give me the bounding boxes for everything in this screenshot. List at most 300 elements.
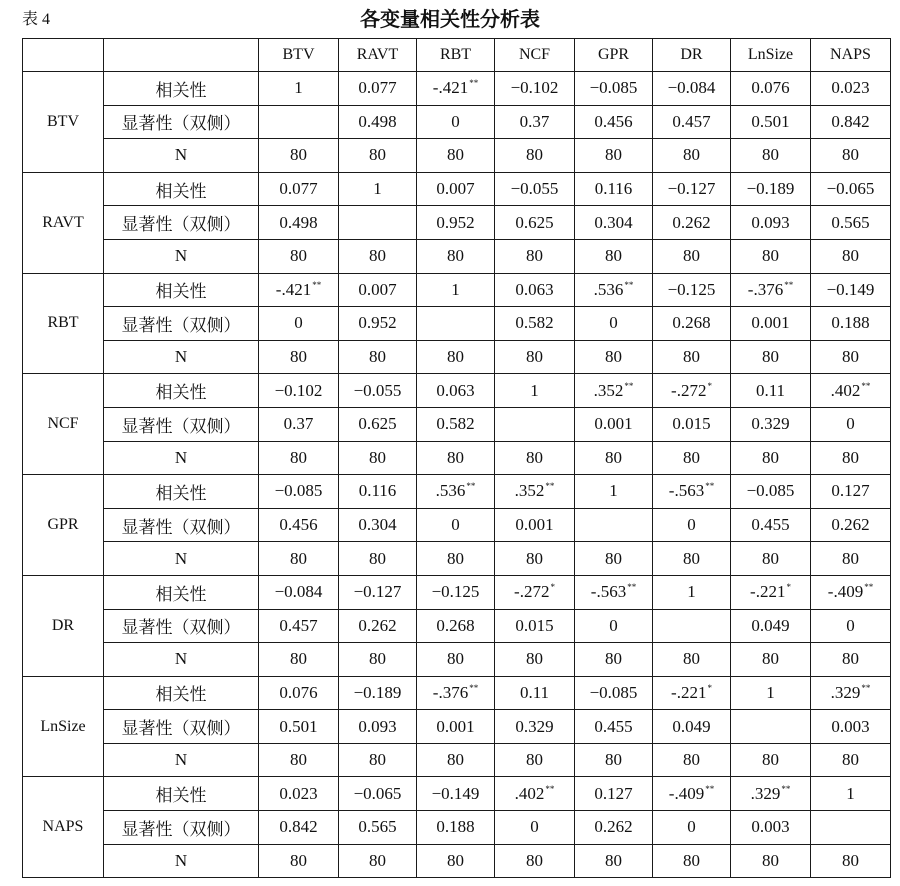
table-cell (259, 575, 339, 609)
cell-value: 0.049 (751, 615, 790, 635)
stat-label-n: N (104, 844, 259, 878)
cell-value: 0.565 (831, 212, 870, 232)
table-cell (811, 139, 891, 173)
table-cell (259, 475, 339, 509)
cell-value: 0.093 (358, 716, 397, 736)
table-cell (731, 239, 811, 273)
cell-value: 0 (687, 817, 696, 837)
stat-label-correlation: 相关性 (104, 172, 259, 206)
table-cell (811, 307, 891, 341)
cell-value: 1 (294, 78, 303, 98)
cell-value: −0.065 (826, 179, 875, 199)
table-cell (417, 710, 495, 744)
cell-value: 0.457 (672, 111, 711, 131)
stat-label-significance: 显著性（双侧） (104, 811, 259, 845)
table-cell (731, 777, 811, 811)
table-cell (575, 575, 653, 609)
table-cell (811, 777, 891, 811)
significance-marker: * (550, 582, 555, 593)
cell-value: 0.188 (436, 817, 475, 837)
table-cell (259, 139, 339, 173)
cell-value: 0 (451, 515, 460, 535)
table-cell (417, 441, 495, 475)
table-cell (653, 475, 731, 509)
table-cell (259, 407, 339, 441)
table-cell (339, 407, 417, 441)
cell-value: 80 (842, 649, 859, 669)
table-cell (731, 844, 811, 878)
stat-label-n: N (104, 743, 259, 777)
cell-value: 80 (369, 145, 386, 165)
cell-value: 0.023 (831, 78, 870, 98)
significance-marker: ** (705, 481, 715, 492)
row-variable-dr: DR (23, 575, 104, 676)
cell-value: 0.455 (751, 515, 790, 535)
cell-value: 0.501 (751, 111, 790, 131)
table-cell (653, 508, 731, 542)
cell-value: 0.001 (436, 716, 475, 736)
cell-value: 80 (369, 649, 386, 669)
table-cell (811, 475, 891, 509)
cell-value: 0.268 (672, 313, 711, 333)
cell-value: 80 (290, 246, 307, 266)
significance-marker: ** (861, 682, 871, 693)
cell-value: 0.37 (283, 414, 314, 434)
table-cell (653, 273, 731, 307)
table-row (23, 475, 891, 509)
table-cell (339, 676, 417, 710)
table-cell (339, 374, 417, 408)
table-cell (339, 508, 417, 542)
stat-label-n: N (104, 239, 259, 273)
significance-marker: * (707, 682, 712, 693)
cell-value: 80 (526, 347, 543, 367)
table-cell (495, 777, 575, 811)
stat-label-n: N (104, 441, 259, 475)
cell-value: −0.084 (274, 582, 323, 602)
table-cell (575, 710, 653, 744)
cell-value: 80 (290, 145, 307, 165)
table-cell (653, 777, 731, 811)
cell-value: −0.189 (746, 179, 795, 199)
table-cell (811, 542, 891, 576)
table-cell (575, 172, 653, 206)
column-header-btv: BTV (259, 39, 339, 72)
cell-value: 1 (846, 783, 855, 803)
table-cell (731, 139, 811, 173)
table-cell (575, 475, 653, 509)
cell-value: 80 (290, 347, 307, 367)
table-cell (811, 273, 891, 307)
cell-value: .329 (750, 783, 781, 803)
table-cell (731, 441, 811, 475)
table-cell (417, 542, 495, 576)
table-cell (653, 307, 731, 341)
table-cell (811, 441, 891, 475)
cell-value: 80 (447, 649, 464, 669)
table-cell (731, 340, 811, 374)
column-header-gpr: GPR (575, 39, 653, 72)
table-cell (339, 273, 417, 307)
significance-marker: ** (784, 279, 794, 290)
cell-value: 80 (526, 447, 543, 467)
cell-value: 80 (683, 145, 700, 165)
table-cell (339, 542, 417, 576)
table-row (23, 307, 891, 341)
column-header-naps: NAPS (811, 39, 891, 72)
cell-value: 0.952 (358, 313, 397, 333)
table-cell (417, 72, 495, 106)
stat-label-significance: 显著性（双侧） (104, 710, 259, 744)
cell-value: 0.952 (436, 212, 475, 232)
cell-value: -.421 (432, 78, 469, 98)
table-cell (495, 743, 575, 777)
cell-value: 80 (762, 850, 779, 870)
cell-value: -.409 (827, 582, 864, 602)
table-cell (259, 542, 339, 576)
cell-value: 1 (609, 481, 618, 501)
cell-value: 80 (842, 246, 859, 266)
table-cell (339, 710, 417, 744)
cell-value: 0.37 (519, 111, 550, 131)
table-cell (339, 340, 417, 374)
cell-value: −0.102 (274, 380, 323, 400)
table-cell (653, 676, 731, 710)
cell-value: 80 (290, 750, 307, 770)
cell-value: 0.582 (515, 313, 554, 333)
cell-value: 0.842 (831, 111, 870, 131)
cell-value: −0.055 (353, 380, 402, 400)
table-cell (653, 105, 731, 139)
table-cell (731, 273, 811, 307)
cell-value: 80 (762, 447, 779, 467)
cell-value: -.221 (671, 682, 707, 702)
table-cell (575, 609, 653, 643)
table-cell (339, 441, 417, 475)
table-cell (575, 508, 653, 542)
cell-value: 80 (447, 447, 464, 467)
cell-value: 0.457 (279, 615, 318, 635)
table-cell (417, 206, 495, 240)
table-cell (575, 407, 653, 441)
cell-value: 80 (369, 347, 386, 367)
table-cell (259, 206, 339, 240)
table-row (23, 777, 891, 811)
significance-marker: ** (781, 783, 791, 794)
table-cell (575, 542, 653, 576)
table-number: 表 4 (22, 11, 51, 28)
significance-marker: ** (312, 279, 322, 290)
cell-value: 80 (683, 750, 700, 770)
cell-value: -.376 (747, 279, 784, 299)
table-cell (339, 475, 417, 509)
significance-marker: * (786, 582, 791, 593)
cell-value: 0.304 (594, 212, 633, 232)
significance-marker: ** (469, 78, 479, 89)
stat-label-n: N (104, 542, 259, 576)
table-cell (811, 643, 891, 677)
cell-value: 0.007 (436, 179, 475, 199)
cell-value: 80 (605, 347, 622, 367)
significance-marker: * (707, 380, 712, 391)
table-cell (259, 508, 339, 542)
table-cell (495, 710, 575, 744)
table-row (23, 374, 891, 408)
cell-value: 0.11 (519, 682, 550, 702)
table-cell (339, 239, 417, 273)
table-cell (259, 72, 339, 106)
table-cell (417, 575, 495, 609)
table-cell (653, 743, 731, 777)
cell-value: 80 (683, 447, 700, 467)
cell-value: 0 (609, 615, 618, 635)
table-cell (575, 811, 653, 845)
table-cell (575, 206, 653, 240)
table-cell (731, 811, 811, 845)
cell-value: −0.125 (667, 279, 716, 299)
significance-marker: ** (469, 682, 479, 693)
table-cell (731, 542, 811, 576)
table-cell (339, 575, 417, 609)
table-cell (811, 105, 891, 139)
table-cell (575, 139, 653, 173)
header-stat-cell (104, 39, 259, 72)
row-variable-ncf: NCF (23, 374, 104, 475)
table-cell (653, 575, 731, 609)
cell-value: −0.149 (826, 279, 875, 299)
cell-value: 0.498 (279, 212, 318, 232)
cell-value: 1 (451, 279, 460, 299)
cell-value: 0.456 (279, 515, 318, 535)
cell-value: −0.102 (510, 78, 559, 98)
cell-value: 80 (762, 548, 779, 568)
table-cell (495, 172, 575, 206)
table-cell (575, 844, 653, 878)
cell-value: 0 (687, 515, 696, 535)
table-cell (259, 441, 339, 475)
table-cell (811, 206, 891, 240)
cell-value: 0.456 (594, 111, 633, 131)
table-cell (653, 407, 731, 441)
cell-value: −0.149 (431, 783, 480, 803)
table-row (23, 273, 891, 307)
cell-value: 0.262 (594, 817, 633, 837)
cell-value: 80 (447, 145, 464, 165)
table-cell (811, 374, 891, 408)
table-cell (339, 643, 417, 677)
significance-marker: ** (466, 481, 476, 492)
table-cell (653, 239, 731, 273)
table-row (23, 239, 891, 273)
column-header-lnsize: LnSize (731, 39, 811, 72)
significance-marker: ** (545, 783, 555, 794)
table-cell (417, 643, 495, 677)
cell-value: 80 (290, 548, 307, 568)
stat-label-significance: 显著性（双侧） (104, 307, 259, 341)
stat-label-correlation: 相关性 (104, 777, 259, 811)
cell-value: 80 (605, 447, 622, 467)
table-cell (575, 105, 653, 139)
table-cell (417, 811, 495, 845)
cell-value: 80 (369, 246, 386, 266)
cell-value: 80 (526, 246, 543, 266)
row-variable-gpr: GPR (23, 475, 104, 576)
table-cell (731, 172, 811, 206)
cell-value: .536 (435, 481, 466, 501)
stat-label-significance: 显著性（双侧） (104, 206, 259, 240)
table-cell (731, 206, 811, 240)
table-cell (495, 811, 575, 845)
cell-value: 0.116 (358, 481, 397, 501)
cell-value: −0.127 (667, 179, 716, 199)
cell-value: 0.001 (594, 414, 633, 434)
cell-value: -.563 (590, 582, 627, 602)
table-row (23, 844, 891, 878)
stat-label-correlation: 相关性 (104, 72, 259, 106)
row-variable-lnsize: LnSize (23, 676, 104, 777)
table-cell (811, 239, 891, 273)
cell-value: .352 (514, 481, 545, 501)
table-cell (339, 307, 417, 341)
cell-value: −0.085 (746, 481, 795, 501)
table-cell (259, 710, 339, 744)
cell-value: 80 (605, 145, 622, 165)
cell-value: 0 (530, 817, 539, 837)
cell-value: 80 (842, 347, 859, 367)
cell-value: -.221 (750, 582, 786, 602)
cell-value: 0 (451, 111, 460, 131)
cell-value: 1 (373, 179, 382, 199)
cell-value: 0.262 (672, 212, 711, 232)
cell-value: 0 (294, 313, 303, 333)
table-cell (495, 374, 575, 408)
cell-value: 80 (683, 850, 700, 870)
table-cell (653, 844, 731, 878)
table-cell (417, 475, 495, 509)
cell-value: 0.116 (594, 179, 633, 199)
table-row (23, 105, 891, 139)
row-variable-ravt: RAVT (23, 172, 104, 273)
cell-value: 80 (526, 145, 543, 165)
table-cell (811, 340, 891, 374)
cell-value: 80 (605, 246, 622, 266)
row-variable-btv: BTV (23, 72, 104, 173)
table-cell (811, 609, 891, 643)
column-header-rbt: RBT (417, 39, 495, 72)
table-cell (417, 508, 495, 542)
table-cell (259, 676, 339, 710)
table-cell (575, 72, 653, 106)
table-cell (339, 105, 417, 139)
cell-value: 0.625 (515, 212, 554, 232)
table-cell (731, 475, 811, 509)
table-cell (653, 340, 731, 374)
cell-value: 0.268 (436, 615, 475, 635)
cell-value: 80 (842, 447, 859, 467)
table-cell (339, 777, 417, 811)
significance-marker: ** (861, 380, 871, 391)
cell-value: −0.085 (274, 481, 323, 501)
cell-value: 80 (369, 447, 386, 467)
row-variable-naps: NAPS (23, 777, 104, 878)
stat-label-n: N (104, 139, 259, 173)
cell-value: -.421 (275, 279, 312, 299)
significance-marker: ** (545, 481, 555, 492)
table-cell (653, 206, 731, 240)
table-cell (731, 105, 811, 139)
table-row (23, 340, 891, 374)
row-variable-rbt: RBT (23, 273, 104, 374)
table-cell (259, 172, 339, 206)
table-cell (653, 811, 731, 845)
table-cell (417, 273, 495, 307)
significance-marker: ** (624, 279, 634, 290)
cell-value: 80 (447, 548, 464, 568)
cell-value: 80 (842, 145, 859, 165)
cell-value: 80 (762, 347, 779, 367)
table-cell (259, 239, 339, 273)
cell-value: 0.188 (831, 313, 870, 333)
table-row (23, 743, 891, 777)
table-cell (575, 374, 653, 408)
stat-label-significance: 显著性（双侧） (104, 105, 259, 139)
table-row (23, 643, 891, 677)
cell-value: 80 (605, 548, 622, 568)
stat-label-correlation: 相关性 (104, 575, 259, 609)
cell-value: 0.625 (358, 414, 397, 434)
column-header-ncf: NCF (495, 39, 575, 72)
table-row (23, 609, 891, 643)
cell-value: 80 (762, 649, 779, 669)
cell-value: 0.076 (279, 682, 318, 702)
column-header-ravt: RAVT (339, 39, 417, 72)
cell-value: 0.127 (594, 783, 633, 803)
significance-marker: ** (705, 783, 715, 794)
cell-value: 80 (526, 548, 543, 568)
table-cell (259, 105, 339, 139)
table-cell (417, 777, 495, 811)
stat-label-correlation: 相关性 (104, 676, 259, 710)
cell-value: 0.063 (515, 279, 554, 299)
table-cell (731, 676, 811, 710)
cell-value: -.409 (668, 783, 705, 803)
table-cell (259, 743, 339, 777)
cell-value: .402 (830, 380, 861, 400)
table-cell (417, 105, 495, 139)
cell-value: 80 (526, 750, 543, 770)
table-cell (653, 710, 731, 744)
table-cell (339, 844, 417, 878)
table-cell (811, 72, 891, 106)
table-cell (575, 743, 653, 777)
table-cell (417, 374, 495, 408)
table-cell (731, 609, 811, 643)
cell-value: -.272 (671, 380, 707, 400)
cell-value: 0.498 (358, 111, 397, 131)
table-cell (811, 710, 891, 744)
table-cell (731, 743, 811, 777)
table-cell (495, 407, 575, 441)
correlation-table (22, 38, 891, 878)
cell-value: 80 (842, 548, 859, 568)
table-cell (653, 441, 731, 475)
cell-value: 80 (447, 850, 464, 870)
cell-value: −0.125 (431, 582, 480, 602)
cell-value: 80 (290, 447, 307, 467)
cell-value: 0 (609, 313, 618, 333)
cell-value: 1 (766, 682, 775, 702)
cell-value: 0.003 (751, 817, 790, 837)
